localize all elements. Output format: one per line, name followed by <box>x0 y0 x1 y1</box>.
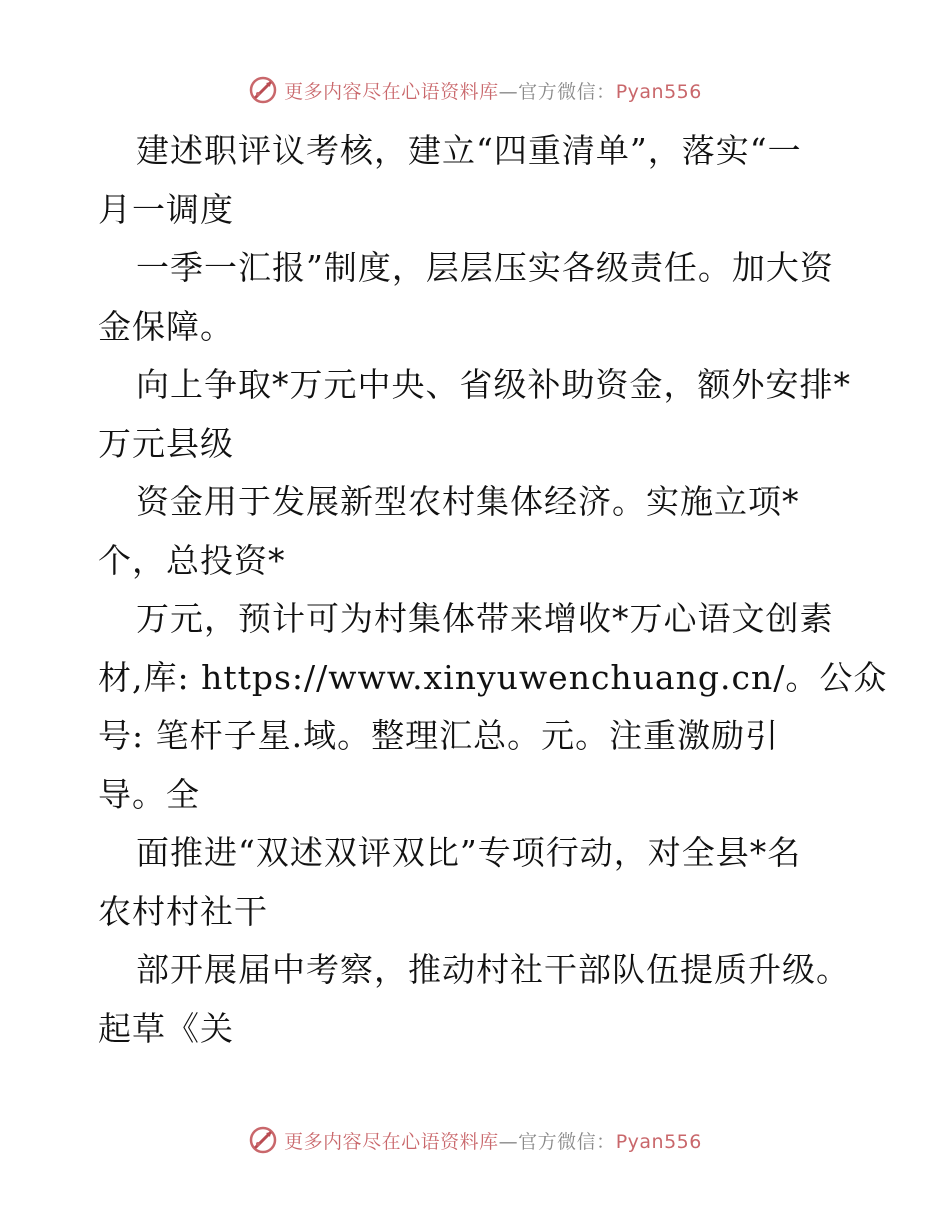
footer-brand-logo-icon <box>248 1125 278 1155</box>
body-line-9: 万元，预计可为村集体带来增收*万心语文创素 <box>136 599 834 638</box>
body-line-6: 万元县级 <box>98 423 234 463</box>
footer-dash: — <box>498 1130 519 1153</box>
brand-logo-icon <box>248 75 278 105</box>
body-line-3: 一季一汇报”制度，层层压实各级责任。加大资 <box>136 248 834 287</box>
footer-brand-text: 更多内容尽在心语资料库 <box>284 1130 499 1153</box>
header-banner <box>0 70 950 110</box>
header-official-label: 官方微信： <box>518 80 616 103</box>
body-line-4: 金保障。 <box>98 306 234 346</box>
body-line-5: 向上争取*万元中央、省级补助资金，额外安排* <box>136 365 851 404</box>
body-line-1: 建述职评议考核，建立“四重清单”，落实“一 <box>136 131 802 170</box>
document-body <box>98 122 888 1058</box>
body-line-7: 资金用于发展新型农村集体经济。实施立项* <box>136 482 800 521</box>
footer-wechat-id: Pyan556 <box>615 1130 702 1153</box>
body-line-2: 月一调度 <box>98 189 234 229</box>
body-line-11: 号: 笔杆子星.域。整理汇总。元。注重激励引 <box>98 716 780 755</box>
body-line-13: 面推进“双述双评双比”专项行动，对全县*名 <box>136 833 802 872</box>
header-brand-text: 更多内容尽在心语资料库 <box>284 80 499 103</box>
footer-banner-text <box>284 1127 702 1154</box>
body-line-16: 起草《关 <box>98 1008 234 1048</box>
footer-official-label: 官方微信： <box>518 1130 616 1153</box>
footer-banner <box>0 1120 950 1160</box>
body-line-8: 个，总投资* <box>98 540 286 580</box>
body-line-15: 部开展届中考察，推动村社干部队伍提质升级。 <box>136 950 850 989</box>
body-line-14: 农村村社干 <box>98 891 268 931</box>
header-banner-text <box>284 77 702 104</box>
body-line-10: 材,库: https://www.xinyuwenchuang.cn/。公众 <box>98 657 888 697</box>
header-wechat-id: Pyan556 <box>615 80 702 103</box>
body-line-12: 导。全 <box>98 774 200 814</box>
header-dash: — <box>498 80 519 103</box>
